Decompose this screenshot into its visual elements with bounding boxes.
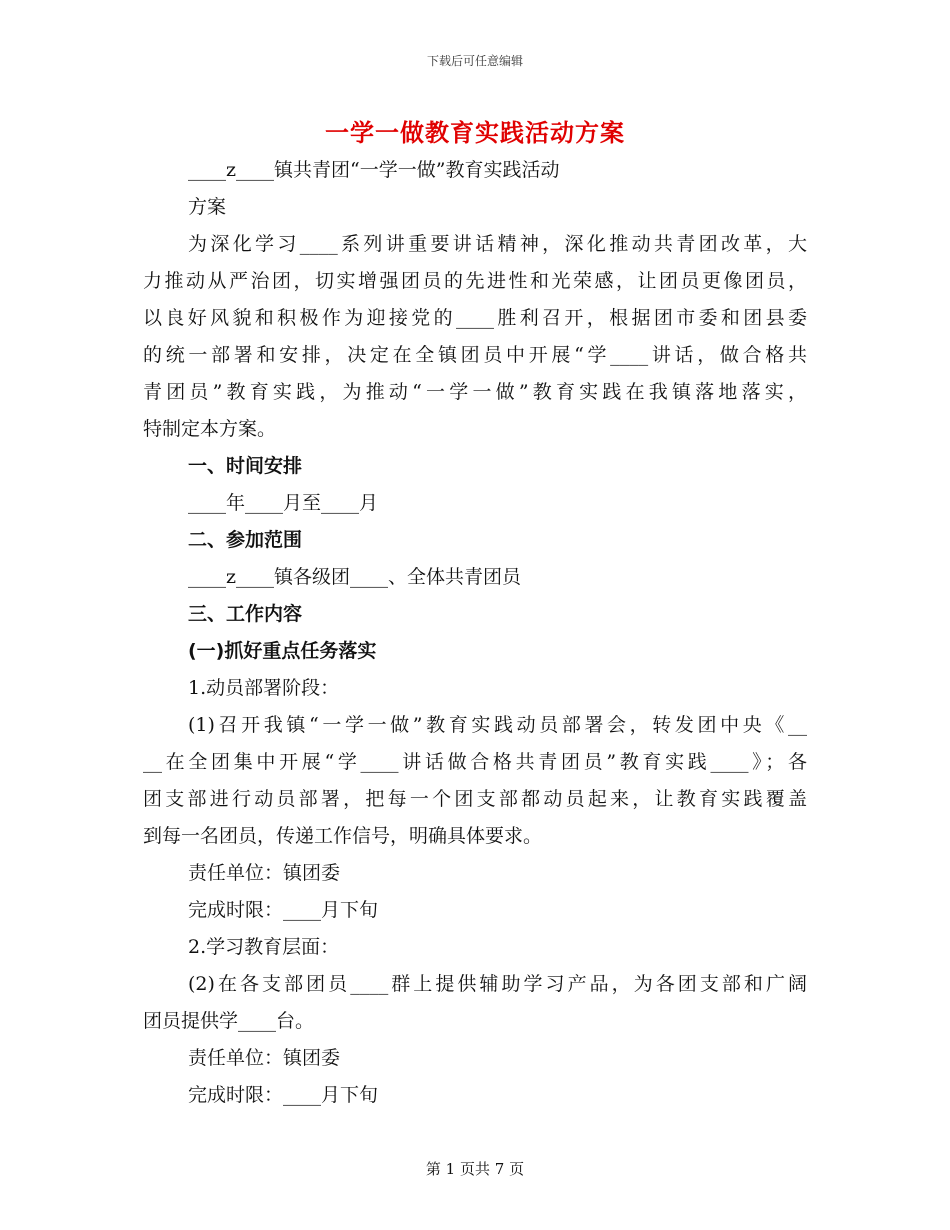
- paragraph-line: 力推动从严治团，切实增强团员的先进性和光荣感，让团员更像团员，: [143, 270, 807, 292]
- paragraph-line: 到每一名团员，传递工作信号，明确具体要求。: [143, 825, 543, 847]
- responsible-unit: 责任单位：镇团委: [188, 1047, 341, 1069]
- subsection-heading: (一)抓好重点任务落实: [188, 640, 377, 662]
- paragraph-line: 团支部进行动员部署，把每一个团支部都动员起来，让教育实践覆盖: [143, 788, 807, 810]
- paragraph-line: 的统一部署和安排，决定在全镇团员中开展“学____讲话，做合格共: [143, 344, 807, 366]
- responsible-unit: 责任单位：镇团委: [188, 862, 341, 884]
- subtitle-line-2: 方案: [188, 196, 227, 218]
- paragraph-line: 特制定本方案。: [143, 418, 277, 440]
- paragraph-line: (2)在各支部团员____群上提供辅助学习产品，为各团支部和广阔: [188, 973, 807, 995]
- document-title: 一学一做教育实践活动方案: [325, 119, 625, 147]
- paragraph-line: 青团员”教育实践，为推动“一学一做”教育实践在我镇落地落实，: [143, 381, 807, 403]
- paragraph-line: __在全团集中开展“学____讲话做合格共青团员”教育实践____》；各: [143, 751, 807, 773]
- header-note: 下载后可任意编辑: [426, 54, 523, 68]
- paragraph-line: (1)召开我镇“一学一做”教育实践动员部署会，转发团中央《__: [188, 714, 807, 736]
- list-item-heading: 1.动员部署阶段：: [188, 677, 340, 699]
- document-body: [143, 152, 807, 1114]
- section-heading-schedule: 一、时间安排: [188, 455, 303, 477]
- paragraph-line: 团员提供学____台。: [143, 1010, 315, 1032]
- list-item-heading: 2.学习教育层面：: [188, 936, 340, 958]
- subtitle-line-1: ____z____镇共青团“一学一做”教育实践活动: [188, 159, 560, 181]
- deadline: 完成时限：____月下旬: [188, 899, 379, 921]
- deadline: 完成时限：____月下旬: [188, 1084, 379, 1106]
- paragraph-line: 为深化学习____系列讲重要讲话精神，深化推动共青团改革，大: [188, 233, 807, 255]
- paragraph-line: ____年____月至____月: [188, 492, 379, 514]
- section-heading-content: 三、工作内容: [188, 603, 303, 625]
- paragraph-line: 以良好风貌和积极作为迎接党的____胜利召开，根据团市委和团县委: [143, 307, 807, 329]
- page-number: 第 1 页共 7 页: [425, 1160, 525, 1178]
- section-heading-scope: 二、参加范围: [188, 529, 303, 551]
- paragraph-line: ____z____镇各级团____、全体共青团员: [188, 566, 522, 588]
